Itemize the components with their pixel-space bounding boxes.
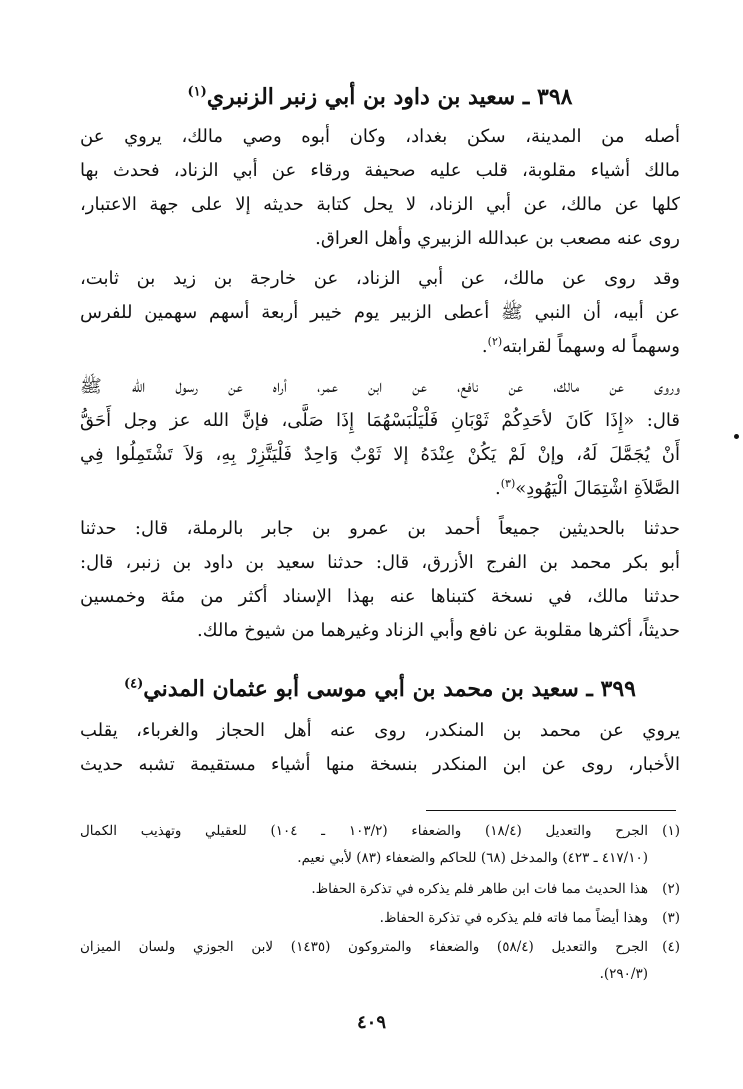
footnote-number: (٤) <box>662 939 680 955</box>
footnote-number: (١) <box>662 823 680 839</box>
footnotes <box>80 818 680 988</box>
text-line: قال: «إِذَا كَانَ لأحَدِكُمْ ثَوْبَانِ فَلْيَلْبَسْهُمَا إِذَا صَلَّى، فإنَّ الله عز وجل أَحَقُّ <box>80 410 680 431</box>
text-segment: وسهماً له وسهماً لقرابته <box>502 336 680 357</box>
footnote-ref: (٢) <box>487 335 503 348</box>
footnote-text: (٤١٧/١٠ ـ ٤٢٣) والمدخل (٦٨) للحاكم والضعفاء (٨٣) لأبي نعيم. <box>297 850 648 866</box>
text-line: الأخبار، روى عن ابن المنكدر بنسخة منها أشياء مستقيمة تشبه حديث <box>80 754 680 775</box>
entry-398-paragraph-1 <box>80 120 680 256</box>
text-line: وقد روى عن مالك، عن أبي الزناد، عن خارجة بن زيد بن ثابت، <box>80 268 680 289</box>
text-line: مالك أشياء مقلوبة، قلب عليه صحيفة ورقاء عن أبي الزناد، فحدث بها <box>80 160 680 181</box>
footnote-number: (٢) <box>662 881 680 897</box>
entry-399-heading <box>80 672 680 706</box>
text-segment: الصَّلاَةِ اشْتِمَالَ الْيَهُودِ» <box>515 478 680 499</box>
page-number: ٤٠٩ <box>356 1012 386 1033</box>
footnote-2 <box>80 876 680 903</box>
footnote-3 <box>80 905 680 932</box>
text-line: حدثنا مالك، في نسخة كتبناها عنه بهذا الإسناد أكثر من مئة وخمسين <box>80 586 680 607</box>
footnote-text: الجرح والتعديل (٥٨/٤) والضعفاء والمتروكون (١٤٣٥) لابن الجوزي ولسان الميزان <box>80 939 648 955</box>
entry-398-footnote-ref: (١) <box>187 84 207 100</box>
footnote-1 <box>80 818 680 872</box>
footnote-ref: (٣) <box>500 477 516 490</box>
entry-399-paragraph-1 <box>80 714 680 782</box>
footnote-number: (٣) <box>662 910 680 926</box>
footnote-text: وهذا أيضاً مما فاته فلم يذكره في تذكرة الحفاظ. <box>379 910 648 926</box>
margin-dot <box>734 434 739 439</box>
text-line: أصله من المدينة، سكن بغداد، وكان أبوه وصي مالك، يروي عن <box>80 126 680 147</box>
text-line: عن أبيه، أن النبي ﷺ أعطى الزبير يوم خيبر أربعة أسهم سهمين للفرس <box>80 302 680 323</box>
entry-398-paragraph-2 <box>80 262 680 364</box>
entry-398-paragraph-3 <box>80 370 680 506</box>
footnote-text: (٢٩٠/٣). <box>599 966 648 982</box>
text-segment: . <box>481 336 488 357</box>
text-line: أَنْ يُجَمَّلَ لَهُ، وإنْ لَمْ يَكُنْ عِنْدَهُ إلا ثَوْبٌ وَاحِدٌ فَلْيَتَّزِرْ بِهِ، وَلاَ تَشْتَمِلُوا فِي <box>80 444 680 465</box>
footnote-text: هذا الحديث مما فات ابن طاهر فلم يذكره في تذكرة الحفاظ. <box>311 881 648 897</box>
entry-399-footnote-ref: (٤) <box>124 676 144 692</box>
text-line: يروي عن محمد بن المنكدر، روى عنه أهل الحجاز والغرباء، يقلب <box>80 720 680 741</box>
text-line: وروى عن مالك، عن نافع، عن ابن عمر، أراه عن رسول الله ﷺ <box>80 376 680 397</box>
entry-399-title: ٣٩٩ ـ سعيد بن محمد بن أبي موسى أبو عثمان المدني <box>143 676 636 702</box>
text-segment: . <box>495 478 501 499</box>
text-line <box>80 330 680 364</box>
text-line: أبو بكر محمد بن الفرج الأزرق، قال: حدثنا سعيد بن داود بن زنبر، قال: <box>80 552 680 573</box>
footnote-divider <box>426 810 676 811</box>
text-line <box>80 472 680 506</box>
entry-398-title: ٣٩٨ ـ سعيد بن داود بن أبي زنبر الزنبري <box>206 84 573 110</box>
footnote-4 <box>80 934 680 988</box>
entry-398-paragraph-4 <box>80 512 680 648</box>
text-line: حدثنا بالحديثين جميعاً أحمد بن عمرو بن جابر بالرملة، قال: حدثنا <box>80 518 680 539</box>
text-line: حديثاً، أكثرها مقلوبة عن نافع وأبي الزناد وغيرهما من شيوخ مالك. <box>197 620 680 641</box>
footnote-text: الجرح والتعديل (١٨/٤) والضعفاء (١٠٣/٢ ـ ١٠٤) للعقيلي وتهذيب الكمال <box>80 823 648 839</box>
text-line: كلها عن مالك، عن أبي الزناد، لا يحل كتابة حديثه إلا على جهة الاعتبار، <box>80 194 680 215</box>
text-line: روى عنه مصعب بن عبدالله الزبيري وأهل العراق. <box>315 228 680 249</box>
entry-398-heading <box>80 80 680 114</box>
